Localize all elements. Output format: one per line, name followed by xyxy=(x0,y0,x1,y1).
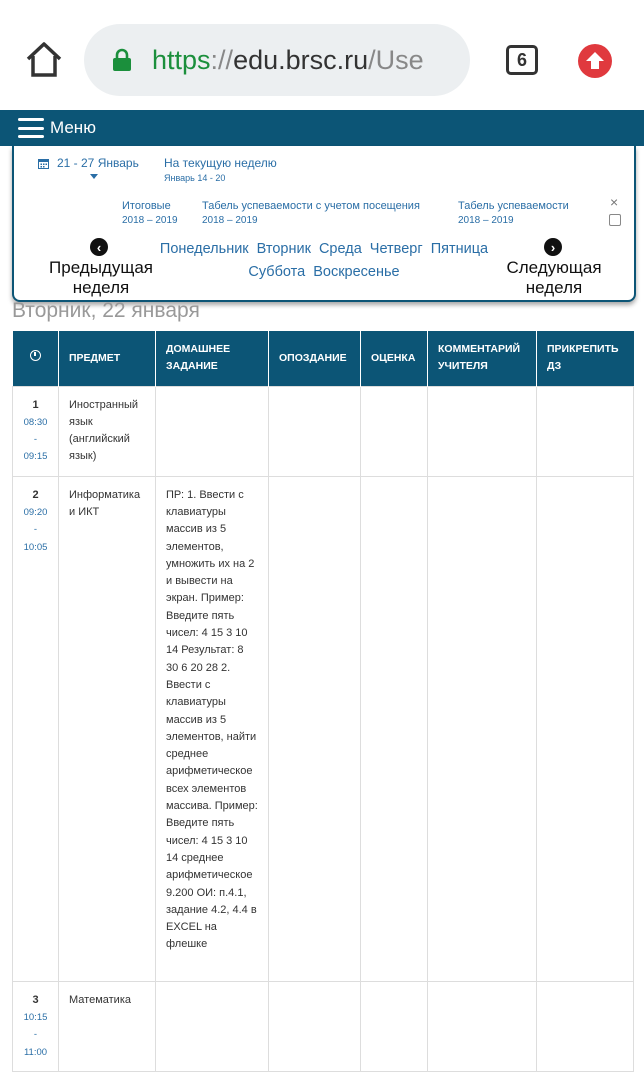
comment-cell xyxy=(428,981,537,1071)
attach-cell[interactable] xyxy=(537,386,634,476)
report-year: 2018 – 2019 xyxy=(458,215,514,226)
report-progress[interactable] xyxy=(458,200,569,226)
tab-count: 6 xyxy=(516,49,527,70)
page-title: Вторник, 22 января xyxy=(12,299,200,322)
next-week-button[interactable] xyxy=(492,258,616,298)
day-link-wednesday[interactable]: Среда xyxy=(318,241,362,257)
subject-column-header: ПРЕДМЕТ xyxy=(59,331,156,386)
table-row xyxy=(13,386,634,476)
grade-cell xyxy=(361,386,428,476)
schedule-table xyxy=(12,331,634,1072)
comment-cell xyxy=(428,476,537,981)
lesson-end: 10:05 xyxy=(23,541,48,553)
chevron-down-icon[interactable] xyxy=(90,174,98,179)
main-navbar xyxy=(0,110,644,146)
report-label: Итоговые xyxy=(122,200,171,212)
day-link-thursday[interactable]: Четверг xyxy=(369,241,423,257)
table-header-row xyxy=(13,331,634,386)
grade-cell xyxy=(361,981,428,1071)
comment-cell xyxy=(428,386,537,476)
clock-icon xyxy=(30,350,41,361)
lesson-number: 2 xyxy=(32,488,39,501)
attach-cell[interactable] xyxy=(537,476,634,981)
current-week-sub: Январь 14 - 20 xyxy=(164,173,226,183)
report-attendance[interactable] xyxy=(202,200,420,226)
homework-column-header: ДОМАШНЕЕ ЗАДАНИЕ xyxy=(156,331,269,386)
homework-cell xyxy=(156,386,269,476)
calendar-icon xyxy=(38,158,49,169)
time-column-header xyxy=(13,331,59,386)
day-link-sunday[interactable]: Воскресенье xyxy=(313,264,400,280)
hamburger-icon[interactable] xyxy=(18,118,44,138)
browser-toolbar xyxy=(0,0,644,110)
time-dash: - xyxy=(33,434,38,446)
current-week-label: На текущую неделю xyxy=(164,156,277,170)
homework-cell: ПР: 1. Ввести с клавиатуры массив из 5 элементов, умножить их на 2 и вывести на экран. Пример: Введите пять чисел: 4 15 3 10 14 Результат: 8 30 6 20 28 2. Ввести с клавиатуры массив из 5 элементов, найти среднее арифметическое всех элементов массива. Пример: Введите пять чисел: 4 15 3 10 14 среднее арифметическое 9.200 ОИ: п.4.1, задание 4.2, 4.4 в EXCEL на флешке xyxy=(156,476,269,981)
prev-week-label: Предыдущая xyxy=(49,258,153,277)
report-final[interactable] xyxy=(122,200,178,226)
grade-cell xyxy=(361,476,428,981)
lesson-start: 09:20 xyxy=(23,506,48,518)
home-icon[interactable] xyxy=(24,40,64,80)
panel-checkbox[interactable] xyxy=(609,214,621,226)
late-cell xyxy=(269,981,361,1071)
address-bar[interactable] xyxy=(84,24,470,96)
subject-cell: Информатика и ИКТ xyxy=(59,476,156,981)
arrow-right-icon[interactable]: › xyxy=(544,238,562,256)
day-link-tuesday[interactable]: Вторник xyxy=(256,241,311,257)
url-text: https://edu.brsc.ru/Use xyxy=(152,44,424,75)
week-range: 21 - 27 Январь xyxy=(57,156,139,170)
report-year: 2018 – 2019 xyxy=(202,215,258,226)
lesson-time-cell xyxy=(13,981,59,1071)
report-year: 2018 – 2019 xyxy=(122,215,178,226)
late-column-header: ОПОЗДАНИЕ xyxy=(269,331,361,386)
current-week-link[interactable] xyxy=(164,156,277,183)
subject-cell: Иностранный язык (английский язык) xyxy=(59,386,156,476)
lock-icon xyxy=(112,48,132,72)
grade-column-header: ОЦЕНКА xyxy=(361,331,428,386)
close-icon[interactable]: × xyxy=(610,194,619,210)
homework-cell xyxy=(156,981,269,1071)
arrow-left-icon[interactable]: ‹ xyxy=(90,238,108,256)
lesson-end: 09:15 xyxy=(23,451,48,463)
day-link-friday[interactable]: Пятница xyxy=(430,241,489,257)
day-links xyxy=(144,238,504,284)
day-link-saturday[interactable]: Суббота xyxy=(248,264,306,280)
prev-week-label: неделя xyxy=(72,278,130,297)
time-dash: - xyxy=(33,1029,38,1041)
lesson-number: 3 xyxy=(32,993,39,1006)
attach-column-header: ПРИКРЕПИТЬ ДЗ xyxy=(537,331,634,386)
time-dash: - xyxy=(33,524,38,536)
next-week-label: неделя xyxy=(525,278,583,297)
lesson-time-cell xyxy=(13,386,59,476)
subject-cell: Математика xyxy=(59,981,156,1071)
table-row xyxy=(13,476,634,981)
menu-button[interactable]: Меню xyxy=(50,118,96,137)
lesson-number: 1 xyxy=(32,398,39,411)
lesson-start: 10:15 xyxy=(23,1011,48,1023)
update-icon[interactable] xyxy=(578,44,612,78)
tabs-icon[interactable] xyxy=(506,45,538,75)
table-row xyxy=(13,981,634,1071)
week-navigation-panel xyxy=(12,146,636,302)
week-selector[interactable] xyxy=(38,156,139,170)
late-cell xyxy=(269,476,361,981)
next-week-label: Следующая xyxy=(506,258,602,277)
report-label: Табель успеваемости xyxy=(458,200,569,212)
lesson-time-cell xyxy=(13,476,59,981)
day-link-monday[interactable]: Понедельник xyxy=(159,241,249,257)
late-cell xyxy=(269,386,361,476)
comment-column-header: КОММЕНТАРИЙ УЧИТЕЛЯ xyxy=(428,331,537,386)
attach-cell[interactable] xyxy=(537,981,634,1071)
lesson-end: 11:00 xyxy=(23,1046,48,1058)
lesson-start: 08:30 xyxy=(23,416,48,428)
report-label: Табель успеваемости с учетом посещения xyxy=(202,200,420,212)
